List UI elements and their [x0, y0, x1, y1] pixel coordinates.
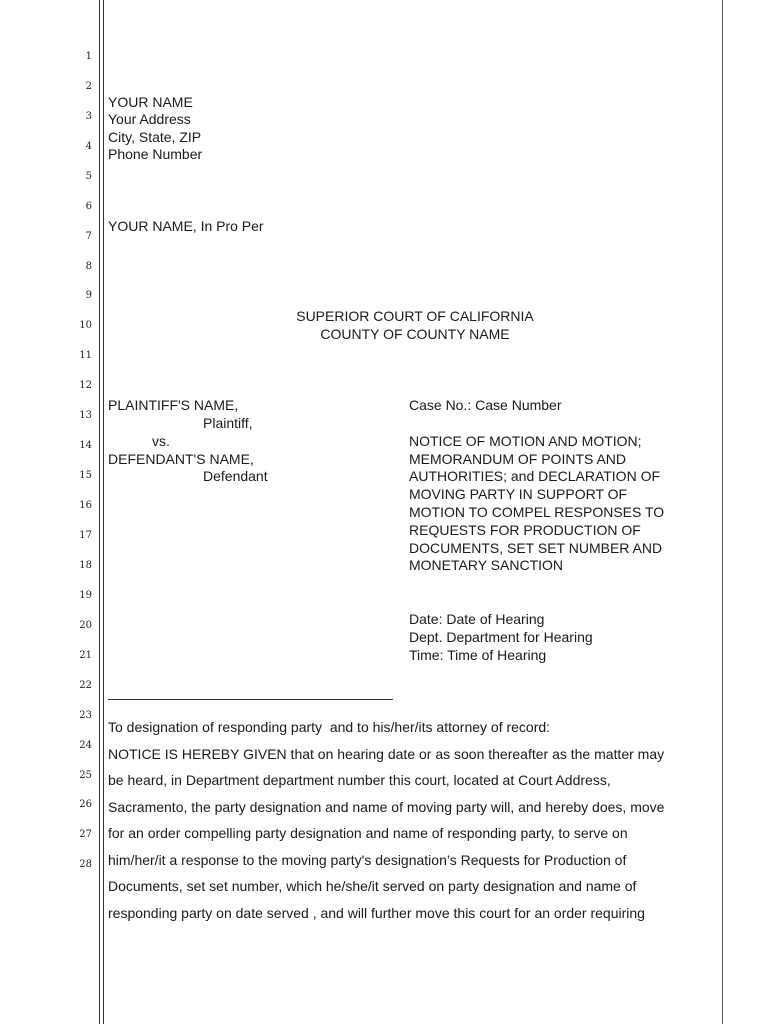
line-number: 5 — [85, 171, 92, 182]
body-line: NOTICE IS HEREBY GIVEN that on hearing date or as soon thereafter as the matter may — [108, 746, 665, 762]
line-number: 21 — [79, 650, 92, 661]
hearing-dept: Dept. Department for Hearing — [409, 629, 593, 645]
body-line: responding party on date served , and will further move this court for an order requiring — [108, 905, 645, 921]
plaintiff-name: PLAINTIFF'S NAME, — [108, 397, 239, 413]
line-number: 7 — [85, 231, 92, 242]
line-number: 19 — [79, 590, 92, 601]
in-pro-per-line: YOUR NAME, In Pro Per — [108, 218, 264, 234]
line-number: 2 — [85, 81, 92, 92]
document-title-line: MOTION TO COMPEL RESPONSES TO — [409, 504, 665, 520]
versus-label: vs. — [152, 433, 170, 449]
line-number: 1 — [85, 51, 92, 62]
plaintiff-label: Plaintiff, — [203, 415, 253, 431]
line-number: 3 — [85, 111, 92, 122]
body-line: be heard, in Department department number this court, located at Court Address, — [108, 772, 611, 788]
line-number: 11 — [79, 350, 92, 361]
line-number: 20 — [79, 620, 92, 631]
line-number: 27 — [79, 829, 92, 840]
right-margin-rule — [722, 0, 723, 1024]
document-title-line: MEMORANDUM OF POINTS AND — [409, 451, 627, 467]
left-margin-rule — [99, 0, 100, 1024]
left-margin-rule-inner — [103, 0, 104, 1024]
filer-phone: Phone Number — [108, 146, 203, 162]
filer-address: Your Address — [108, 111, 191, 127]
case-number: Case No.: Case Number — [409, 397, 562, 413]
line-number: 10 — [79, 320, 92, 331]
line-number: 22 — [79, 680, 92, 691]
court-county: COUNTY OF COUNTY NAME — [320, 326, 510, 342]
line-number: 24 — [79, 740, 92, 751]
line-number: 4 — [85, 141, 92, 152]
line-number: 26 — [79, 799, 92, 810]
document-title-line: NOTICE OF MOTION AND MOTION; — [409, 433, 642, 449]
filer-city-state-zip: City, State, ZIP — [108, 129, 202, 145]
line-number: 16 — [79, 500, 92, 511]
body-line: Documents, set set number, which he/she/it served on party designation and name of — [108, 878, 637, 894]
line-number: 25 — [79, 770, 92, 781]
line-number: 15 — [79, 470, 92, 481]
defendant-name: DEFENDANT'S NAME, — [108, 451, 254, 467]
filer-name: YOUR NAME — [108, 94, 193, 110]
document-title-line: AUTHORITIES; and DECLARATION OF — [409, 468, 661, 484]
document-title-line: MOVING PARTY IN SUPPORT OF — [409, 486, 628, 502]
body-line: Sacramento, the party designation and name of moving party will, and hereby does, move — [108, 799, 665, 815]
hearing-time: Time: Time of Hearing — [409, 647, 547, 663]
body-line: him/her/it a response to the moving party's designation’s Requests for Production of — [108, 852, 627, 868]
line-number: 6 — [85, 201, 92, 212]
line-number: 12 — [79, 380, 92, 391]
hearing-date: Date: Date of Hearing — [409, 611, 545, 627]
court-name: SUPERIOR COURT OF CALIFORNIA — [296, 308, 534, 324]
line-number: 13 — [79, 410, 92, 421]
caption-divider-line — [108, 699, 393, 700]
document-title-line: DOCUMENTS, SET SET NUMBER AND — [409, 540, 663, 556]
line-number: 14 — [79, 440, 92, 451]
line-number: 9 — [85, 290, 92, 301]
line-number: 8 — [85, 261, 92, 272]
line-number: 17 — [79, 530, 92, 541]
document-title-line: MONETARY SANCTION — [409, 557, 564, 573]
line-number: 23 — [79, 710, 92, 721]
body-line: for an order compelling party designation and name of responding party, to serve on — [108, 825, 628, 841]
line-number: 28 — [79, 859, 92, 870]
line-number: 18 — [79, 560, 92, 571]
salutation: To designation of responding party and to his/her/its attorney of record: — [108, 719, 551, 735]
document-title-line: REQUESTS FOR PRODUCTION OF — [409, 522, 641, 538]
defendant-label: Defendant — [203, 468, 268, 484]
